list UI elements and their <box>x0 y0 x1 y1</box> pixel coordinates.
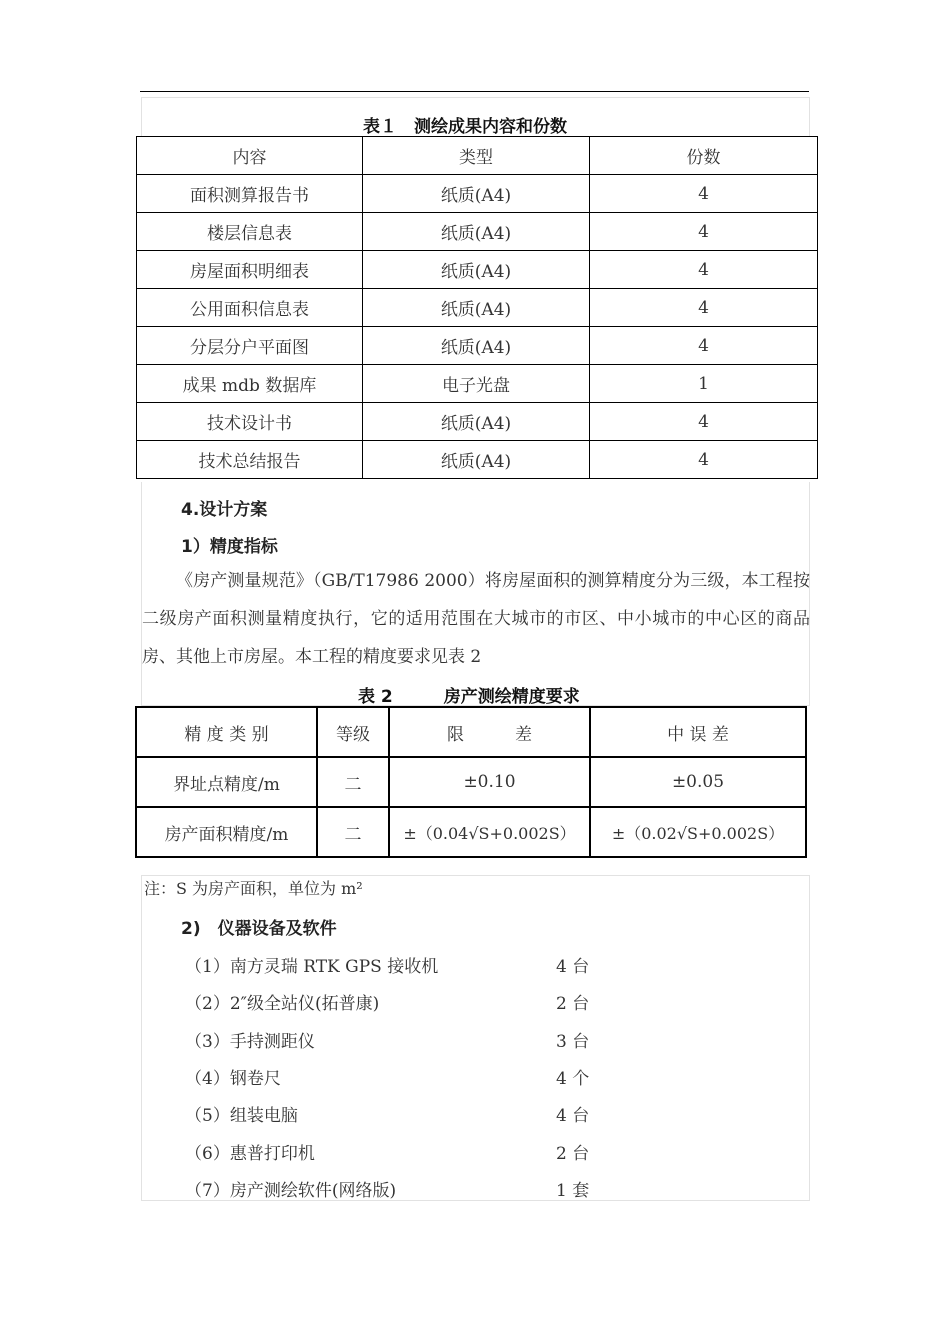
equipment-qty: 1 套 <box>556 1181 590 1201</box>
header-cell: 内容 <box>137 137 363 175</box>
table-cell: 4 <box>590 213 818 251</box>
table-cell: 4 <box>590 251 818 289</box>
table-row <box>137 289 818 327</box>
section-title: 4.设计方案 <box>181 500 268 520</box>
header-cell: 精 度 类 别 <box>136 707 317 757</box>
equipment-qty: 4 个 <box>556 1069 590 1089</box>
table-cell: 1 <box>590 365 818 403</box>
table-cell: 房产面积精度/m <box>136 807 317 857</box>
table-cell: 4 <box>590 441 818 479</box>
header-cell: 限 差 <box>389 707 590 757</box>
table-cell: 技术设计书 <box>137 403 363 441</box>
equipment-qty: 4 台 <box>556 957 590 977</box>
header-rule <box>140 91 809 92</box>
table-row <box>136 757 806 807</box>
table-cell: 纸质(A4) <box>363 251 590 289</box>
table-cell: 4 <box>590 175 818 213</box>
table-cell: ±（0.04√S+0.002S） <box>389 807 590 857</box>
table-cell: 纸质(A4) <box>363 213 590 251</box>
equipment-name: （7）房产测绘软件(网络版) <box>185 1181 397 1201</box>
table-row <box>137 213 818 251</box>
header-cell: 等级 <box>317 707 389 757</box>
subsection-title: 1）精度指标 <box>181 537 278 557</box>
precision-table <box>135 706 807 858</box>
table-cell: ±0.05 <box>590 757 806 807</box>
equipment-name: （4）钢卷尺 <box>185 1069 281 1089</box>
equipment-name: （2）2″级全站仪(拓普康) <box>185 994 380 1014</box>
header-cell: 份数 <box>590 137 818 175</box>
table2-caption: 表 2 房产测绘精度要求 <box>358 687 580 707</box>
results-table <box>136 136 818 479</box>
equipment-qty: 4 台 <box>556 1106 590 1126</box>
table-cell: 公用面积信息表 <box>137 289 363 327</box>
table-cell: 分层分户平面图 <box>137 327 363 365</box>
header-cell: 类型 <box>363 137 590 175</box>
table-header-row <box>136 707 806 757</box>
table-row <box>137 441 818 479</box>
table-cell: 纸质(A4) <box>363 175 590 213</box>
equipment-name: （1）南方灵瑞 RTK GPS 接收机 <box>185 957 439 977</box>
table-row <box>137 365 818 403</box>
table-cell: 二 <box>317 757 389 807</box>
table-cell: 二 <box>317 807 389 857</box>
table-cell: 房屋面积明细表 <box>137 251 363 289</box>
table-cell: ±（0.02√S+0.002S） <box>590 807 806 857</box>
table-cell: 纸质(A4) <box>363 403 590 441</box>
table-cell: 成果 mdb 数据库 <box>137 365 363 403</box>
table-cell: 电子光盘 <box>363 365 590 403</box>
table-cell: 楼层信息表 <box>137 213 363 251</box>
equipment-name: （3）手持测距仪 <box>185 1032 315 1052</box>
table-header-row <box>137 137 818 175</box>
table-cell: 纸质(A4) <box>363 289 590 327</box>
equipment-title: 2) 仪器设备及软件 <box>181 919 337 939</box>
table-row <box>137 251 818 289</box>
table-row <box>137 327 818 365</box>
table-cell: 4 <box>590 289 818 327</box>
table-cell: 界址点精度/m <box>136 757 317 807</box>
table-row <box>137 175 818 213</box>
table1-caption: 表１ 测绘成果内容和份数 <box>363 117 567 137</box>
table-cell: ±0.10 <box>389 757 590 807</box>
table-cell: 4 <box>590 327 818 365</box>
equipment-qty: 2 台 <box>556 994 590 1014</box>
table-cell: 纸质(A4) <box>363 441 590 479</box>
precision-paragraph: 《房产测量规范》（GB/T17986 2000）将房屋面积的测算精度分为三级，本工程按二级房产面积测量精度执行，它的适用范围在大城市的市区、中小城市的中心区的商品房、其他上市房屋。本工程的精度要求见表 2 <box>142 571 810 667</box>
table-cell: 技术总结报告 <box>137 441 363 479</box>
equipment-name: （6）惠普打印机 <box>185 1144 315 1164</box>
table-row <box>136 807 806 857</box>
table-row <box>137 403 818 441</box>
table-cell: 4 <box>590 403 818 441</box>
equipment-name: （5）组装电脑 <box>185 1106 298 1126</box>
header-cell: 中 误 差 <box>590 707 806 757</box>
table-note: 注：S 为房产面积，单位为 m² <box>144 879 363 898</box>
table-cell: 面积测算报告书 <box>137 175 363 213</box>
table-cell: 纸质(A4) <box>363 327 590 365</box>
equipment-qty: 3 台 <box>556 1032 590 1052</box>
equipment-qty: 2 台 <box>556 1144 590 1164</box>
